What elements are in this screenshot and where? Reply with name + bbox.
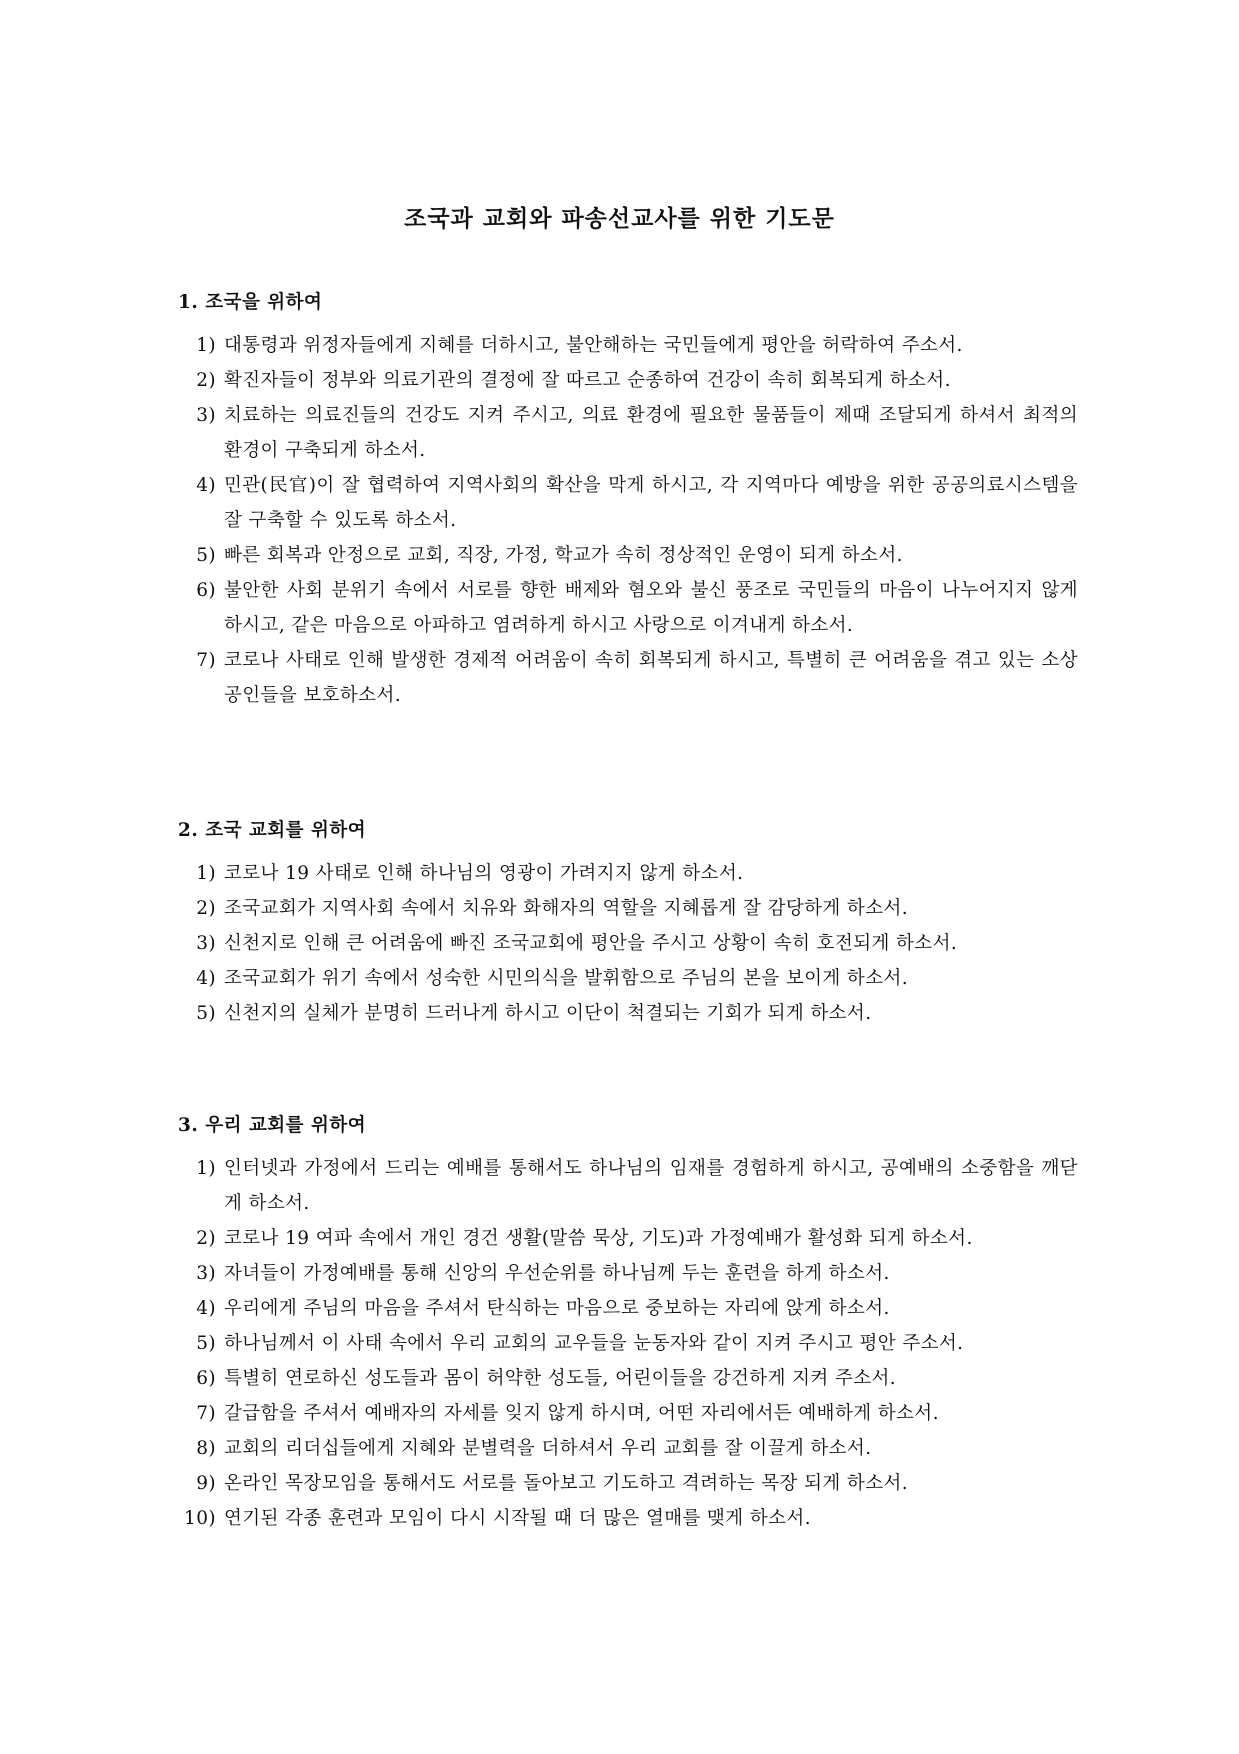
item-text: 인터넷과 가정에서 드리는 예배를 통해서도 하나님의 임재를 경험하게 하시고, 공예배의 소중함을 깨닫게 하소서. [224, 1158, 1078, 1214]
prayer-item [178, 1291, 1078, 1326]
item-text: 온라인 목장모임을 통해서도 서로를 돌아보고 기도하고 격려하는 목장 되게 하소서. [224, 1473, 909, 1494]
item-number: 7) [196, 650, 216, 671]
item-text: 신천지의 실체가 분명히 드러나게 하시고 이단이 척결되는 기회가 되게 하소서. [224, 1003, 872, 1024]
prayer-item [178, 1361, 1078, 1396]
item-number: 4) [196, 1298, 216, 1319]
item-text: 빠른 회복과 안정으로 교회, 직장, 가정, 학교가 속히 정상적인 운영이 되게 하소서. [224, 545, 903, 566]
item-number: 9) [196, 1473, 216, 1494]
item-number: 8) [196, 1438, 216, 1459]
prayer-item [178, 926, 1078, 961]
item-text: 대통령과 위정자들에게 지혜를 더하시고, 불안해하는 국민들에게 평안을 허락하여 주소서. [224, 335, 963, 356]
prayer-item [178, 996, 1078, 1031]
item-number: 2) [196, 370, 216, 391]
item-text: 민관(民官)이 잘 협력하여 지역사회의 확산을 막게 하시고, 각 지역마다 예방을 위한 공공의료시스템을 잘 구축할 수 있도록 하소서. [224, 475, 1078, 531]
prayer-item [178, 363, 1078, 398]
item-text: 코로나 사태로 인해 발생한 경제적 어려움이 속히 회복되게 하시고, 특별히 큰 어려움을 겪고 있는 소상공인들을 보호하소서. [224, 650, 1078, 706]
item-number: 4) [196, 968, 216, 989]
item-number: 6) [196, 580, 216, 601]
item-number: 1) [196, 863, 216, 884]
section-heading: 2. 조국 교회를 위하여 [178, 820, 367, 841]
prayer-item [178, 643, 1078, 713]
item-number: 6) [196, 1368, 216, 1389]
prayer-item [178, 328, 1078, 363]
item-number: 3) [196, 933, 216, 954]
section-homeland [178, 290, 1078, 713]
prayer-item [178, 1151, 1078, 1221]
item-number: 3) [196, 1263, 216, 1284]
prayer-item [178, 1431, 1078, 1466]
prayer-item [178, 856, 1078, 891]
item-text: 불안한 사회 분위기 속에서 서로를 향한 배제와 혐오와 불신 풍조로 국민들의 마음이 나누어지지 않게 하시고, 같은 마음으로 아파하고 염려하게 하시고 사랑으로 이겨내게 하소서. [224, 580, 1078, 636]
item-text: 연기된 각종 훈련과 모임이 다시 시작될 때 더 많은 열매를 맺게 하소서. [224, 1508, 811, 1529]
item-text: 치료하는 의료진들의 건강도 지켜 주시고, 의료 환경에 필요한 물품들이 제때 조달되게 하셔서 최적의 환경이 구축되게 하소서. [224, 405, 1078, 461]
item-text: 조국교회가 위기 속에서 성숙한 시민의식을 발휘함으로 주님의 본을 보이게 하소서. [224, 968, 909, 989]
item-text: 코로나 19 여파 속에서 개인 경건 생활(말씀 묵상, 기도)과 가정예배가 활성화 되게 하소서. [224, 1228, 973, 1249]
prayer-item [178, 961, 1078, 996]
item-number: 1) [196, 335, 216, 356]
item-number: 5) [196, 1003, 216, 1024]
prayer-item [178, 398, 1078, 468]
prayer-item [178, 891, 1078, 926]
prayer-item [178, 1221, 1078, 1256]
item-text: 자녀들이 가정예배를 통해 신앙의 우선순위를 하나님께 두는 훈련을 하게 하소서. [224, 1263, 890, 1284]
prayer-list [178, 856, 1078, 1031]
prayer-item [178, 1326, 1078, 1361]
prayer-list [178, 1151, 1078, 1536]
document-title: 조국과 교회와 파송선교사를 위한 기도문 [404, 205, 835, 232]
item-text: 확진자들이 정부와 의료기관의 결정에 잘 따르고 순종하여 건강이 속히 회복되게 하소서. [224, 370, 951, 391]
item-text: 특별히 연로하신 성도들과 몸이 허약한 성도들, 어린이들을 강건하게 지켜 주소서. [224, 1368, 897, 1389]
item-number: 10) [184, 1508, 216, 1529]
prayer-item [178, 1501, 1078, 1536]
item-number: 2) [196, 898, 216, 919]
item-number: 1) [196, 1158, 216, 1179]
item-text: 교회의 리더십들에게 지혜와 분별력을 더하셔서 우리 교회를 잘 이끌게 하소서. [224, 1438, 872, 1459]
prayer-item [178, 1396, 1078, 1431]
item-number: 5) [196, 545, 216, 566]
section-heading: 3. 우리 교회를 위하여 [178, 1115, 367, 1136]
item-text: 갈급함을 주셔서 예배자의 자세를 잊지 않게 하시며, 어떤 자리에서든 예배하게 하소서. [224, 1403, 939, 1424]
item-number: 4) [196, 475, 216, 496]
prayer-item [178, 468, 1078, 538]
item-text: 코로나 19 사태로 인해 하나님의 영광이 가려지지 않게 하소서. [224, 863, 744, 884]
prayer-list [178, 328, 1078, 713]
prayer-item [178, 538, 1078, 573]
item-text: 조국교회가 지역사회 속에서 치유와 화해자의 역할을 지혜롭게 잘 감당하게 하소서. [224, 898, 909, 919]
item-number: 2) [196, 1228, 216, 1249]
prayer-item [178, 573, 1078, 643]
section-heading: 1. 조국을 위하여 [178, 292, 323, 313]
prayer-item [178, 1466, 1078, 1501]
item-number: 5) [196, 1333, 216, 1354]
item-text: 우리에게 주님의 마음을 주셔서 탄식하는 마음으로 중보하는 자리에 앉게 하소서. [224, 1298, 890, 1319]
item-text: 하나님께서 이 사태 속에서 우리 교회의 교우들을 눈동자와 같이 지켜 주시고 평안 주소서. [224, 1333, 964, 1354]
item-number: 7) [196, 1403, 216, 1424]
section-homeland-church [178, 818, 1078, 1031]
section-our-church [178, 1113, 1078, 1536]
item-number: 3) [196, 405, 216, 426]
prayer-item [178, 1256, 1078, 1291]
item-text: 신천지로 인해 큰 어려움에 빠진 조국교회에 평안을 주시고 상황이 속히 호전되게 하소서. [224, 933, 958, 954]
